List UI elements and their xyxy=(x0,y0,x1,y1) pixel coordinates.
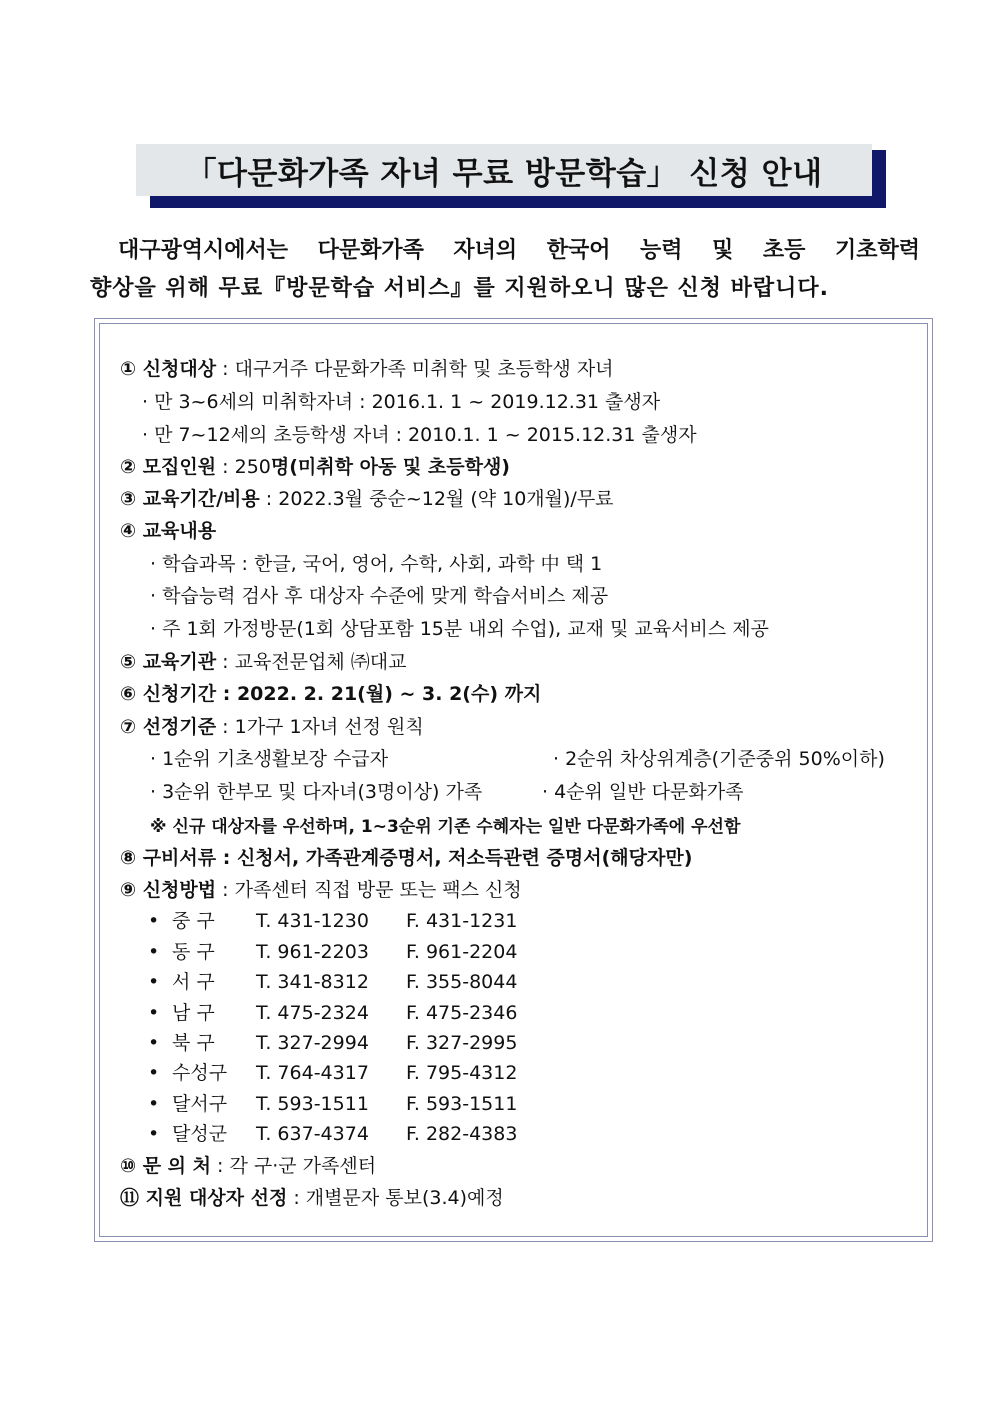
item-head: ③ 교육기간/비용 xyxy=(120,488,260,510)
contact-fax: F. 593-1511 xyxy=(406,1093,518,1115)
contact-district: 북 구 xyxy=(172,1032,215,1054)
item-text: : 신청서, 가족관계증명서, 저소득관련 증명서(해당자만) xyxy=(216,847,693,869)
item-documents xyxy=(120,843,692,870)
item-recruit-count xyxy=(120,452,510,479)
item-apply-target xyxy=(120,354,614,381)
contact-district: 동 구 xyxy=(172,941,215,963)
item-head: ⑦ 선정기준 xyxy=(120,716,217,738)
contact-tel: T. 637-4374 xyxy=(256,1123,369,1145)
contact-tel: T. 593-1511 xyxy=(256,1093,369,1115)
item-sub: · 학습능력 검사 후 대상자 수준에 맞게 학습서비스 제공 xyxy=(150,585,609,607)
contact-fax: F. 355-8044 xyxy=(406,971,518,993)
contact-tel: T. 961-2203 xyxy=(256,941,369,963)
item-inquiry xyxy=(120,1151,376,1178)
contact-tel: T. 764-4317 xyxy=(256,1062,369,1084)
item-text-bold: 명(미취학 아동 및 초등학생) xyxy=(270,456,510,478)
item-sub: · 4순위 일반 다문화가족 xyxy=(542,781,744,803)
item-head: ⑧ 구비서류 xyxy=(120,847,217,869)
item-content xyxy=(120,516,216,543)
item-head: ⑨ 신청방법 xyxy=(120,879,217,901)
contact-district: 서 구 xyxy=(172,971,215,993)
item-sub: · 만 3~6세의 미취학자녀 : 2016.1. 1 ~ 2019.12.31 출생자 xyxy=(142,391,661,413)
item-text: : 1가구 1자녀 선정 원칙 xyxy=(216,716,424,738)
contact-row: • 달서구 T. 593-1511 F. 593-1511 xyxy=(148,1089,517,1116)
item-text: : 2022.3월 중순~12월 (약 10개월)/무료 xyxy=(259,488,614,510)
item-head: ⑩ 문 의 처 xyxy=(120,1155,211,1177)
item-sub: · 2순위 차상위계층(기준중위 50%이하) xyxy=(553,748,885,770)
contact-row: • 수성구 T. 764-4317 F. 795-4312 xyxy=(148,1058,517,1085)
contact-row: • 북 구 T. 327-2994 F. 327-2995 xyxy=(148,1028,517,1055)
item-head: ① 신청대상 xyxy=(120,358,217,380)
contact-district: 달성군 xyxy=(172,1123,228,1145)
item-institution xyxy=(120,647,406,674)
intro-line-1: 대구광역시에서는 다문화가족 자녀의 한국어 능력 및 초등 기초학력 xyxy=(118,238,920,263)
contact-row: • 달성군 T. 637-4374 F. 282-4383 xyxy=(148,1119,517,1146)
item-text: : 각 구·군 가족센터 xyxy=(211,1155,377,1177)
contact-fax: F. 961-2204 xyxy=(406,941,518,963)
contact-district: 달서구 xyxy=(172,1093,228,1115)
contact-tel: T. 475-2324 xyxy=(256,1002,369,1024)
item-text: : 가족센터 직접 방문 또는 팩스 신청 xyxy=(216,879,522,901)
contact-fax: F. 431-1231 xyxy=(406,910,518,932)
item-head: ⑤ 교육기관 xyxy=(120,651,217,673)
contact-district: 남 구 xyxy=(172,1002,215,1024)
item-head: ⑪ 지원 대상자 선정 xyxy=(120,1187,288,1209)
title-block xyxy=(136,144,886,208)
item-sub: · 1순위 기초생활보장 수급자 xyxy=(150,748,389,770)
item-sub: · 학습과목 : 한글, 국어, 영어, 수학, 사회, 과학 中 택 1 xyxy=(150,553,603,575)
item-sub: · 만 7~12세의 초등학생 자녀 : 2010.1. 1 ~ 2015.12.31 출생자 xyxy=(142,424,697,446)
contact-fax: F. 795-4312 xyxy=(406,1062,518,1084)
contact-fax: F. 327-2995 xyxy=(406,1032,518,1054)
item-head: ④ 교육내용 xyxy=(120,520,217,542)
item-text: : 개별문자 통보(3.4)예정 xyxy=(287,1187,504,1209)
item-text: : 대구거주 다문화가족 미취학 및 초등학생 자녀 xyxy=(216,358,614,380)
contact-row: • 남 구 T. 475-2324 F. 475-2346 xyxy=(148,998,517,1025)
contact-district: 수성구 xyxy=(172,1062,228,1084)
contact-district: 중 구 xyxy=(172,910,215,932)
contact-row: • 동 구 T. 961-2203 F. 961-2204 xyxy=(148,937,517,964)
item-head: ② 모집인원 xyxy=(120,456,217,478)
contact-tel: T. 431-1230 xyxy=(256,910,369,932)
item-head: ⑥ 신청기간 xyxy=(120,683,217,705)
contact-fax: F. 282-4383 xyxy=(406,1123,518,1145)
item-apply-period xyxy=(120,679,541,706)
item-selection-notice xyxy=(120,1183,504,1210)
item-text: : 교육전문업체 ㈜대교 xyxy=(216,651,407,673)
contact-row: • 서 구 T. 341-8312 F. 355-8044 xyxy=(148,967,517,994)
page-title: 「다문화가족 자녀 무료 방문학습」 신청 안내 xyxy=(136,144,872,196)
item-period-cost xyxy=(120,484,614,511)
item-sub: · 3순위 한부모 및 다자녀(3명이상) 가족 xyxy=(150,781,483,803)
item-text: : 250 xyxy=(216,456,271,478)
contact-tel: T. 341-8312 xyxy=(256,971,369,993)
contact-fax: F. 475-2346 xyxy=(406,1002,518,1024)
item-apply-method xyxy=(120,875,522,902)
contact-row: • 중 구 T. 431-1230 F. 431-1231 xyxy=(148,906,517,933)
item-sub: · 주 1회 가정방문(1회 상담포함 15분 내외 수업), 교재 및 교육서비스 제공 xyxy=(150,618,769,640)
item-note: ※ 신규 대상자를 우선하며, 1~3순위 기존 수혜자는 일반 다문화가족에 우선함 xyxy=(150,817,741,837)
intro-line-2: 향상을 위해 무료『방문학습 서비스』를 지원하오니 많은 신청 바랍니다. xyxy=(90,276,830,301)
item-text: : 2022. 2. 21(월) ~ 3. 2(수) 까지 xyxy=(216,683,542,705)
item-selection-criteria xyxy=(120,712,424,739)
contact-tel: T. 327-2994 xyxy=(256,1032,369,1054)
